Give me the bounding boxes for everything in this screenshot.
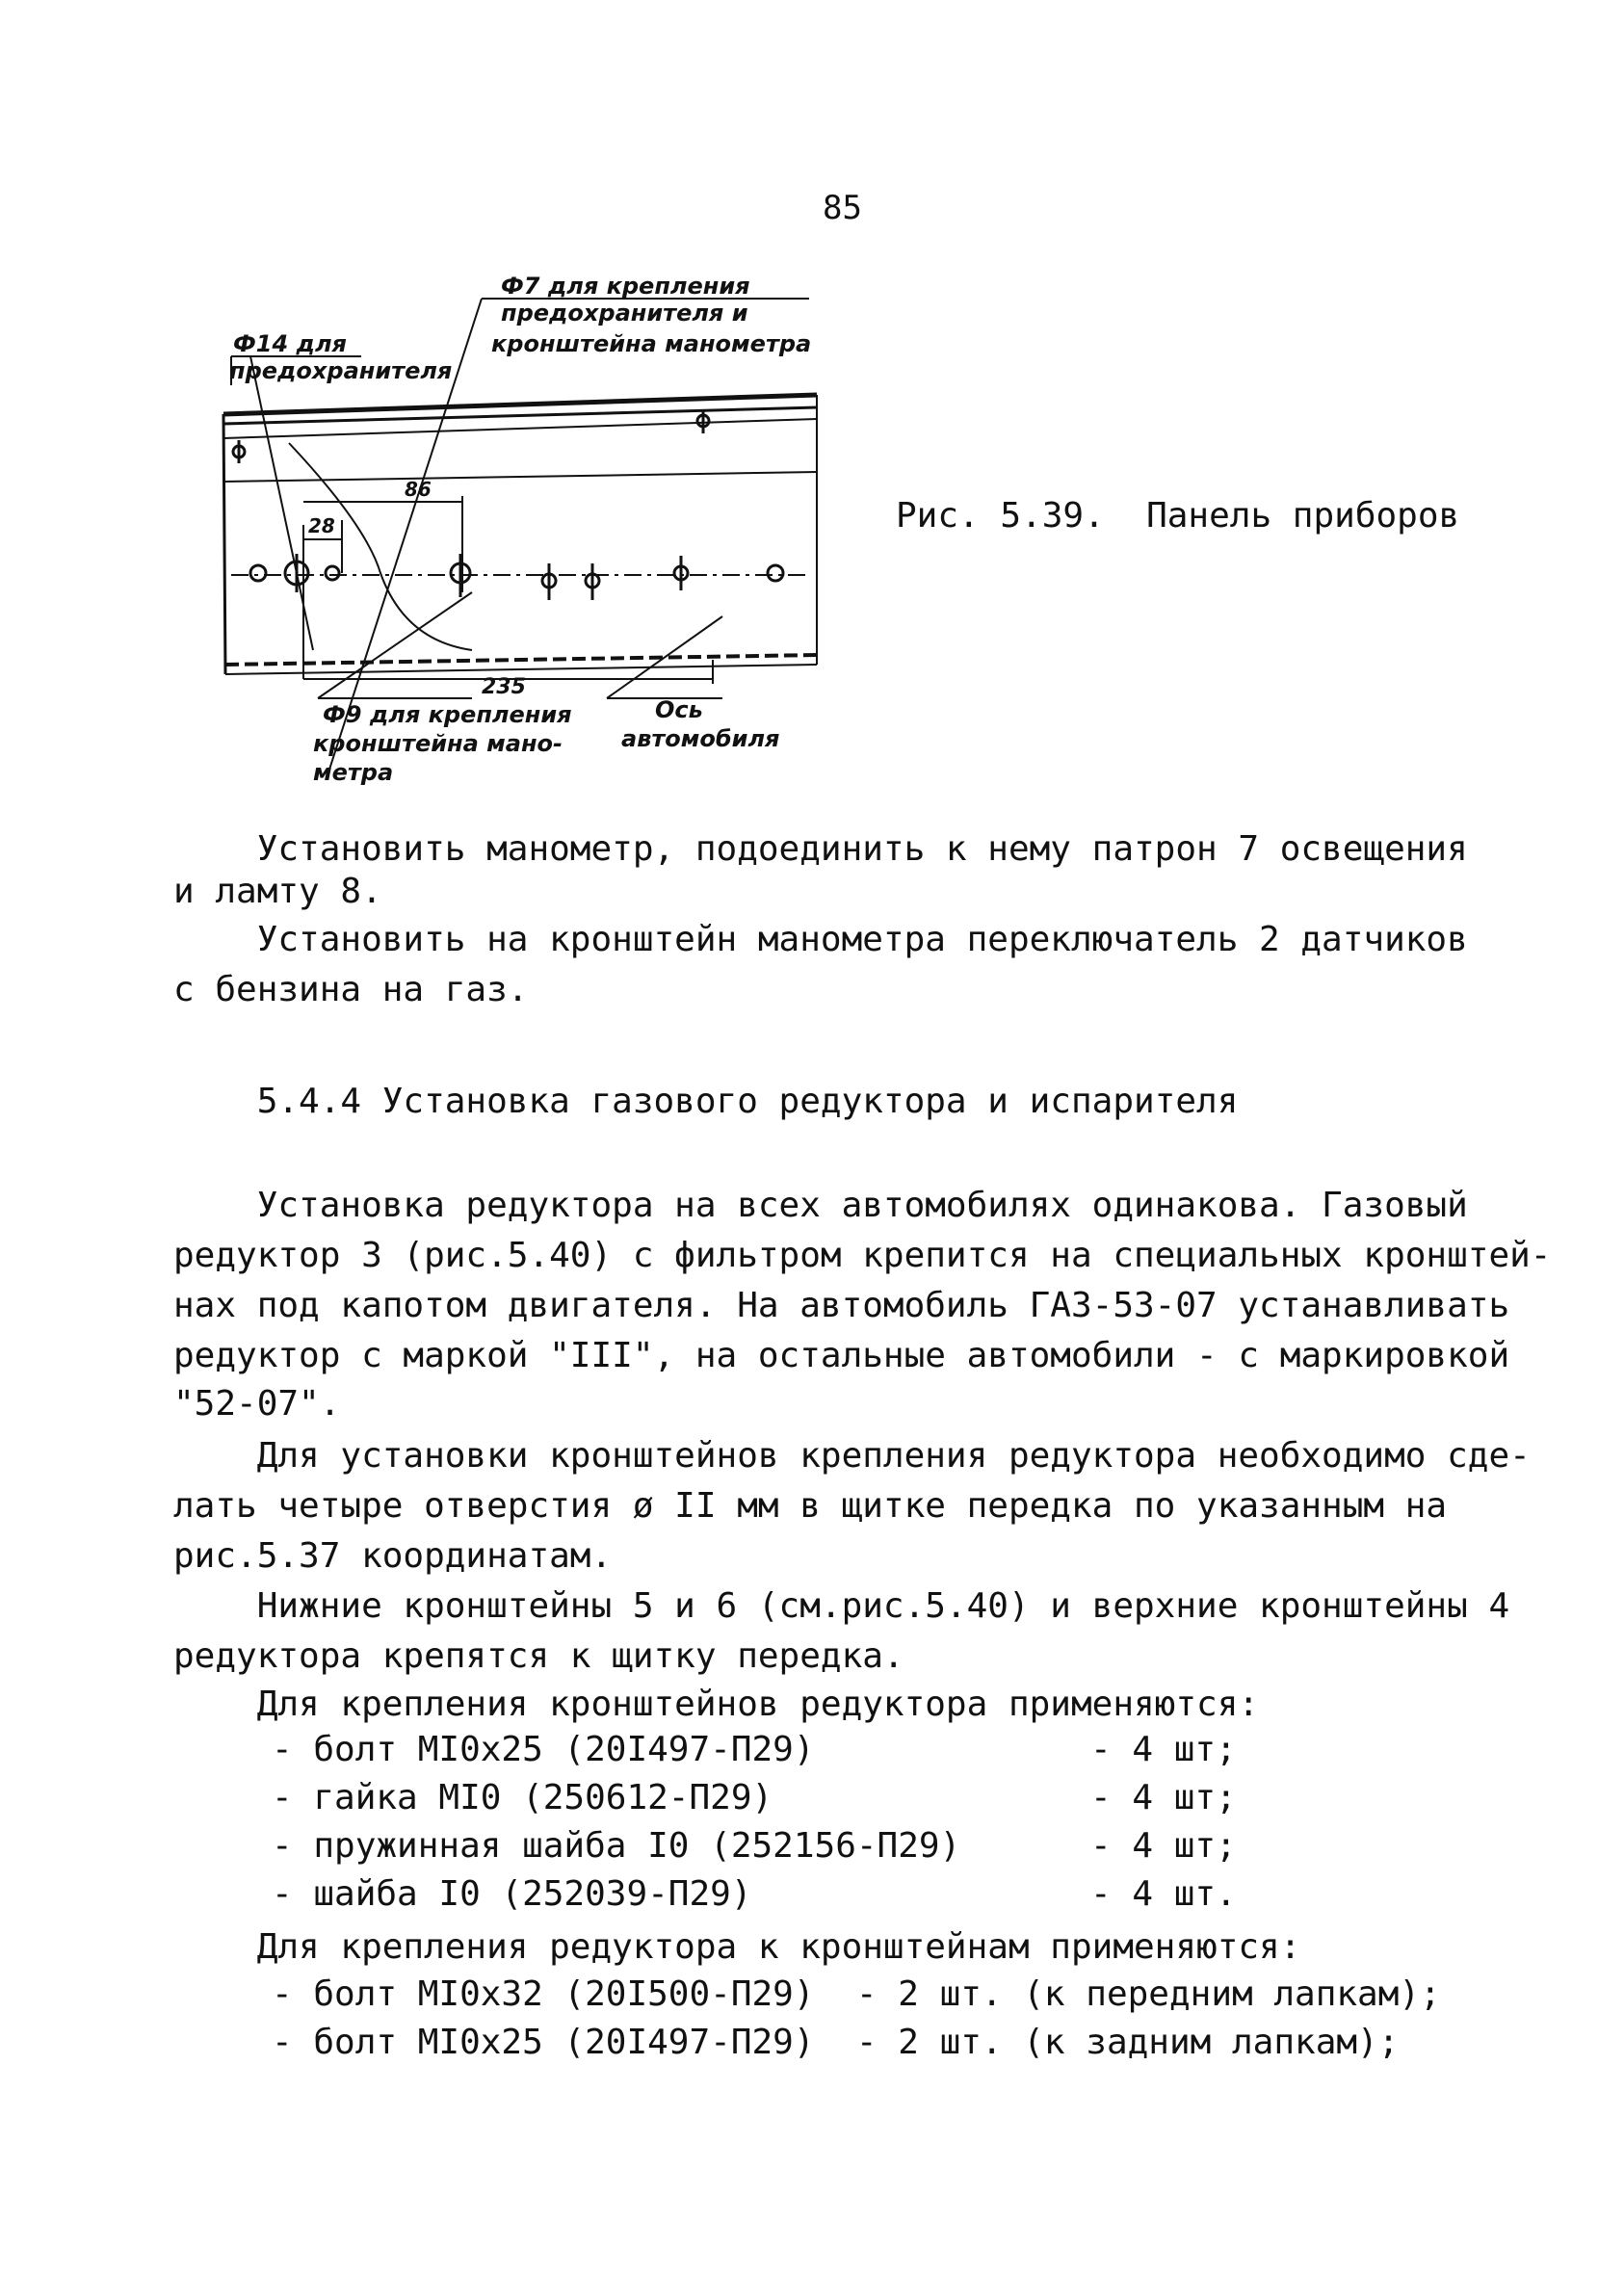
label-dim-235: 235 — [482, 675, 526, 699]
label-phi9-3: метра — [313, 759, 394, 786]
panel-left-edge — [223, 414, 225, 674]
list1-item: - гайка MI0 (250612-П29) — [272, 1778, 773, 1817]
label-phi7-1: Ф7 для крепления — [501, 274, 750, 300]
p5-line2: редуктора крепятся к щитку передка. — [173, 1636, 904, 1676]
figure-caption: Рис. 5.39. Панель приборов — [896, 496, 1460, 536]
list1-item: - болт MI0x25 (20I497-П29) — [272, 1730, 815, 1769]
leader-phi14 — [250, 356, 313, 650]
list2-item: - болт MI0x25 (20I497-П29) - 2 шт. (к задним лапкам); — [272, 2023, 1400, 2062]
label-axis-1: Ось — [655, 696, 703, 723]
p1-line2: и ламту 8. — [173, 872, 382, 911]
p4-line2: лать четыре отверстия ø II мм в щитке передка по указанным на — [173, 1486, 1448, 1526]
instrument-panel-figure — [212, 274, 828, 814]
p3-line2: редуктор 3 (рис.5.40) с фильтром крепится на специальных кронштей- — [173, 1236, 1552, 1275]
p4-line1: Для установки кронштейнов крепления редуктора необходимо сде- — [173, 1436, 1531, 1476]
p1-line1: Установить манометр, подоединить к нему патрон 7 освещения — [173, 829, 1468, 869]
p4-line3: рис.5.37 координатам. — [173, 1536, 613, 1576]
label-phi7-2: предохранителя и — [501, 300, 748, 327]
p2-line1: Установить на кронштейн манометра переключатель 2 датчиков — [173, 920, 1468, 959]
list2-intro: Для крепления редуктора к кронштейнам применяются: — [173, 1927, 1301, 1967]
label-phi14-1: Ф14 для — [233, 330, 347, 357]
label-dim-86: 86 — [405, 478, 432, 501]
list1-qty: - 4 шт; — [1090, 1826, 1237, 1866]
p3-line4: редуктор с маркой "III", на остальные автомобили - с маркировкой — [173, 1336, 1510, 1375]
curve-leader — [289, 443, 472, 650]
label-axis-2: автомобиля — [621, 725, 780, 752]
hole-1 — [250, 565, 266, 581]
list1-item: - шайба I0 (252039-П29) — [272, 1874, 752, 1914]
p3-line5: "52-07". — [173, 1384, 341, 1424]
p2-line2: с бензина на газ. — [173, 970, 529, 1009]
panel-bottom-edge-2 — [225, 665, 817, 674]
label-phi9-1: Ф9 для крепления — [323, 701, 572, 728]
panel-inner-line — [223, 472, 817, 482]
hole-8 — [768, 565, 783, 581]
panel-bottom-edge — [225, 655, 817, 665]
p3-line1: Установка редуктора на всех автомобилях одинакова. Газовый — [173, 1186, 1468, 1225]
leader-axis — [607, 616, 722, 698]
label-dim-28: 28 — [308, 514, 335, 537]
p3-line3: нах под капотом двигателя. На автомобиль ГАЗ-53-07 устанавливать — [173, 1286, 1510, 1325]
list1-intro: Для крепления кронштейнов редуктора применяются: — [173, 1685, 1260, 1724]
list1-qty: - 4 шт; — [1090, 1778, 1237, 1817]
page-number: 85 — [823, 189, 862, 227]
label-phi9-2: кронштейна мано- — [313, 730, 563, 757]
list2-item: - болт MI0x32 (20I500-П29) - 2 шт. (к передним лапкам); — [272, 1974, 1441, 2014]
p5-line1: Нижние кронштейны 5 и 6 (см.рис.5.40) и верхние кронштейны 4 — [173, 1586, 1510, 1626]
list1-qty: - 4 шт; — [1090, 1730, 1237, 1769]
label-phi7-3: кронштейна манометра — [491, 330, 812, 357]
section-heading: 5.4.4 Установка газового редуктора и испарителя — [173, 1082, 1239, 1121]
list1-item: - пружинная шайба I0 (252156-П29) — [272, 1826, 961, 1866]
label-phi14-2: предохранителя — [229, 357, 453, 384]
hole-3 — [326, 566, 339, 580]
list1-qty: - 4 шт. — [1090, 1874, 1237, 1914]
